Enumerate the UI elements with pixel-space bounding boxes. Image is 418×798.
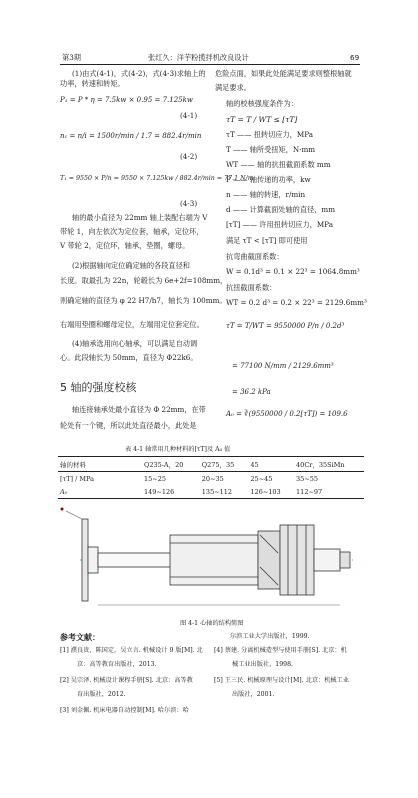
table-cell: 45: [250, 460, 259, 469]
table-cell: 112~97: [296, 487, 323, 496]
table-cell: 15~25: [144, 474, 166, 483]
condition-satisfied: 满足 τT < [τT] 即可使用: [226, 236, 308, 245]
figure-caption: 图 4-1 心轴的结构简图: [180, 620, 244, 627]
reference-4-line-2: 械工业出版社，1998.: [232, 661, 294, 668]
equation-3: T₁ = 9550 × P/n = 9550 × 7.125kw / 882.4r/min = 77.1 N/m: [60, 175, 254, 182]
table-row: [58, 485, 364, 498]
table-cell: 126~103: [250, 487, 281, 496]
header-rule: [60, 64, 360, 65]
paragraph-2-line-1: 轴的最小直径为 22mm 轴上装配右端为 V: [72, 213, 208, 222]
table-top-rule: [58, 456, 364, 457]
table-cell: [τT] / MPa: [60, 474, 94, 483]
def-wt: WT —— 轴的抗扭截面系数 mm: [226, 160, 331, 169]
torsion-modulus-eq: WT = 0.2 d³ = 0.2 × 22³ = 2129.6mm³: [226, 298, 367, 307]
page-number: 69: [350, 53, 360, 62]
reference-5-line-1: [5] 王三民. 机械原理与设计[M]. 北京：机械工业: [214, 677, 349, 684]
table-bottom-rule: [58, 498, 364, 499]
right-line-1: 危险点面，如果此处能满足要求则整根轴就: [215, 69, 352, 78]
right-nut: [340, 552, 350, 568]
equation-2: n₁ = n/i = 1500r/min / 1.7 = 882.4r/min: [60, 132, 202, 140]
right-line-2: 满足要求。: [215, 83, 251, 92]
table-header-row: [58, 458, 364, 472]
stress-eq-2: = 77100 N/mm / 2129.6mm³: [232, 362, 334, 370]
table-caption: 表 4-1 轴常用几种材料的[τT]及 A₀ 值: [125, 446, 231, 453]
reference-4-line-1: [4] 蔡建. 分离机械造型与使用手册[S]. 北京：机: [214, 647, 347, 654]
equation-1-number: (4-1): [180, 111, 198, 120]
stress-eq-3: = 36.2 kPa: [232, 388, 271, 396]
table-cell: 135~112: [201, 487, 233, 496]
stress-eq-1: τT = T/WT = 9550000 P/n / 0.2d³: [226, 322, 345, 330]
reference-5-line-2: 出版社，2001.: [232, 691, 275, 698]
bending-modulus-eq: W = 0.1d³ = 0.1 × 22³ = 1064.8mm³: [226, 267, 360, 276]
table-cell: Q235-A，20: [144, 461, 184, 469]
equation-1: P₁ = P * η = 7.5kw × 0.95 = 7.125kw: [60, 96, 193, 104]
issue-label: 第3期: [62, 53, 81, 62]
a0-eq: A₀ = ∛(9550000 / 0.2[τT]) = 109.6: [226, 410, 348, 418]
paragraph-3-line-2: 长度。取最孔为 22n，轮毂长为 6e+2f=108mm，: [60, 276, 228, 285]
leader-line: [66, 511, 82, 519]
right-end: [314, 549, 340, 571]
shaft-drawing: [60, 505, 360, 615]
paragraph-4-line-2: 心。此段轴长为 50mm，直径为 Φ22k6。: [60, 353, 198, 362]
reference-1-line-1: [1] 濮良贵，陈国定，吴立言. 机械设计 9 版[M]. 北: [60, 647, 203, 654]
equation-3-number: (4-3): [180, 199, 198, 208]
def-diameter: d —— 计算截面处轴的直径，mm: [226, 205, 336, 214]
material-table: [58, 458, 364, 498]
strength-condition: τT = T / WT ≤ [τT]: [226, 115, 298, 124]
torsion-modulus-label: 抗扭截面系数：: [226, 283, 277, 292]
table-cell: 20~35: [201, 474, 224, 483]
paragraph-2-line-2: 带轮 1，向左依次为定位套，轴承，定位环，: [60, 227, 204, 236]
paragraph-3-line-4: 右端用垫圈和螺母定位，左端用定位套定位。: [60, 320, 204, 329]
running-title: 张红久：洋芋粉揽拌机改良设计: [148, 53, 249, 62]
table-row: [58, 472, 364, 486]
left-flange: [82, 519, 88, 601]
def-power: P —— 轴传递的功率，kw: [226, 175, 311, 184]
def-allowable: [τT] —— 许用扭转切应力，MPa: [226, 220, 333, 229]
def-tau: τT —— 扭转切应力，MPa: [226, 130, 313, 139]
reference-3-continuation: 尔滨工业大学出版社，1999.: [230, 633, 310, 640]
equation-2-number: (4-2): [180, 152, 198, 161]
reference-1-line-2: 京：高等教育出版社，2013.: [77, 661, 157, 668]
bearing-block: [258, 531, 280, 589]
paragraph-3-line-1: (2)根据轴向定位确定轴的各段直径和: [72, 261, 190, 270]
section-heading: 5 轴的强度校核: [60, 381, 137, 394]
origin-mark: [61, 508, 64, 511]
left-hub: [88, 547, 98, 573]
def-speed: n —— 轴的转速，r/min: [226, 190, 306, 199]
table-cell: 149~126: [144, 487, 175, 496]
paragraph-5-line-2: 轮处有一个键，所以此处直径最小，此处是: [60, 421, 197, 430]
def-torque: T —— 轴所受扭矩，N·mm: [226, 145, 316, 154]
paragraph-2-line-3: V 带轮 2，定位环，轴承，垫圈，螺母。: [60, 241, 190, 250]
references-title: 参考文献：: [60, 632, 100, 642]
table-cell: 35~55: [296, 474, 319, 483]
table-cell: 轴的材料: [60, 461, 86, 469]
sleeve: [170, 535, 258, 585]
reference-3-line-1: [3] 刘金佩. 机床电器自动控制[M]. 哈尔滨：哈: [60, 707, 189, 714]
paragraph-4-line-1: (4)轴承选用向心轴承，可以满足自动调: [72, 339, 198, 348]
reference-2-line-1: [2] 吴宗泽. 机械设计课程手册[S]. 北京：高等教: [60, 677, 193, 684]
paragraph-5-line-1: 轴连接轴承处最小直径为 Φ 22mm，在带: [72, 405, 206, 414]
table-cell: 25~45: [250, 474, 273, 483]
paragraph-3-line-3: 则确定轴的直径为 φ 22 H7/h7，轴长为 100mm。: [60, 296, 227, 305]
bending-modulus-label: 抗弯曲截面系数：: [226, 252, 284, 261]
reference-2-line-2: 育出版社，2012.: [77, 691, 126, 698]
table-cell: 40Cr，35SiMn: [296, 461, 345, 469]
table-cell: Q275，35: [201, 461, 235, 469]
right-line-3: 轴的校核强度条件为：: [226, 99, 298, 108]
table-cell: A₀: [60, 487, 68, 496]
paragraph-1: (1)由式(4-1)，式(4-2)，式(4-3)求轴上的功率，转速和转矩。: [60, 69, 206, 88]
